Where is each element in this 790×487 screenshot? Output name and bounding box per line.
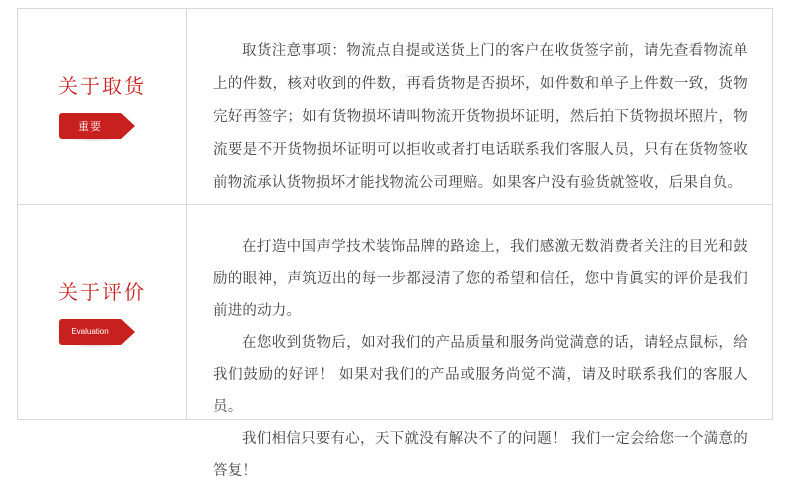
section-title: 关于评价 bbox=[58, 281, 146, 304]
paragraph: 取货注意事项：物流点自提或送货上门的客户在收货签字前，请先查看物流单上的件数，核对收到的件数，再看货物是否损坏，如件数和单子上件数一致，货物完好再签字；如有货物损坏请叫物流开货物损坏证明，然后拍下货物损坏照片，物流要是不开货物损坏证明可以拒收或者打电话联系我们客服人员，只有在货物签收前物流承认货物损坏才能找物流公司理赔。如果客户没有验货就签收，后果自负。 bbox=[213, 43, 748, 191]
paragraph: 在打造中国声学技术装饰品牌的路途上，我们感激无数消费者关注的目光和鼓励的眼神，声筑迈出的每一步都浸清了您的希望和信任，您中肯眞实的评价是我们前进的动力。 bbox=[213, 239, 748, 319]
section-label-pickup bbox=[18, 9, 187, 204]
paragraph: 在您收到货物后，如对我们的产品质量和服务尚觉満意的话，请轻点鼠标，给我们鼓励的好评！ 如果对我们的产品或服务尚觉不満，请及时联系我们的客服人员。 bbox=[213, 335, 748, 415]
table-row bbox=[18, 205, 772, 479]
badge-label: Evaluation bbox=[59, 319, 121, 345]
badge-arrow-icon bbox=[121, 113, 135, 139]
badge-label: 重要 bbox=[59, 113, 121, 139]
badge-arrow-icon bbox=[121, 319, 135, 345]
badge-important bbox=[59, 113, 145, 139]
badge-evaluation bbox=[59, 319, 145, 345]
info-table bbox=[17, 8, 773, 479]
paragraph: 我们相信只要有心，天下就没有解决不了的问题！ 我们一定会给您一个満意的答复！ bbox=[213, 431, 748, 479]
section-label-evaluation bbox=[18, 205, 187, 420]
table-row bbox=[18, 9, 772, 205]
section-title: 关于取货 bbox=[58, 75, 146, 98]
section-content-evaluation bbox=[187, 205, 772, 479]
section-content-pickup bbox=[187, 9, 772, 204]
